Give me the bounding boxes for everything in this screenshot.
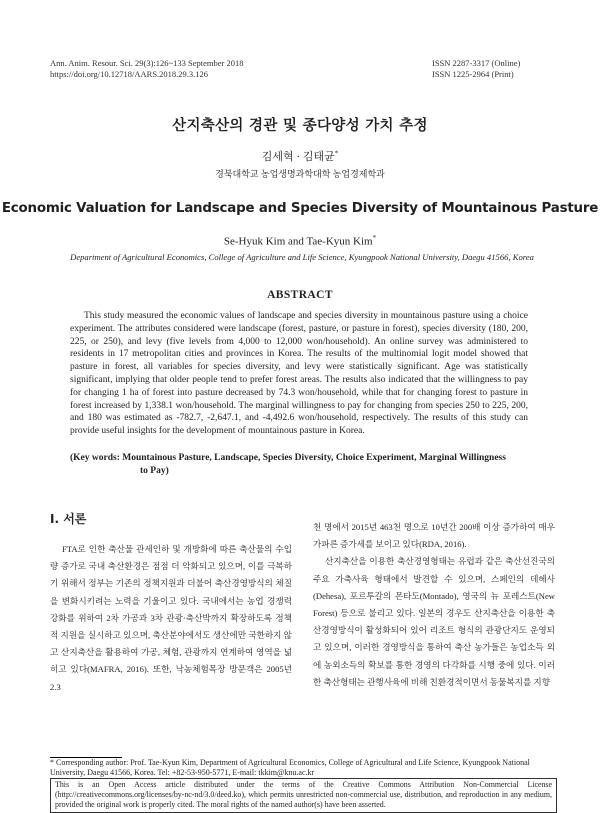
keywords-line-1: (Key words: Mountainous Pasture, Landscape, Species Diversity, Choice Experiment, Marginal Willingness: [70, 453, 506, 463]
abstract-text: This study measured the economic values of landscape and species diversity in mountainous pasture using a choice experiment. The attributes considered were landscape (forest, pasture, or pasture in forest), species diversity (180, 200, 225, or 250), and levy (five levels from 4,000 to 12,000 won/household). An online survey was administered to residents in 17 metropolitan cities and provinces in Korea. The results of the multinomial logit model showed that pasture in forest, all variables for species diversity, and levy were statistically significant. Age was statistically significant, implying that older people tend to prefer forest areas. The results also indicated that the willingness to pay for changing 1 ha of forest into pasture decreased by 74.3 won/household, while that for changing forest to pasture in forest increased by 1,338.1 won/household. The marginal willingness to pay for changing from species 250 to 225, 200, and 180 was estimated as -782.7, -2,647.1, and -4,492.6 won/household, respectively. The results of this study can provide useful insights for the development of mountainous pasture in Korea.: [70, 311, 528, 437]
corresponding-author-footnote: * Corresponding author: Prof. Tae-Kyun Kim, Department of Agricultural Economics, College of Agricultural and Life Science, Kyungpook National University, Daegu 41566, Korea. Tel: +82-53-950-5771, E-mail: tkkim@knu.ac.kr: [50, 758, 530, 778]
left-paragraph: FTA로 인한 축산물 관세인하 및 개방화에 따른 축산물의 수입량 증가로 국내 축산환경은 점점 더 악화되고 있으며, 이를 극복하기 위해서 정부는 기존의 정책지원과 더불어 축산경영방식의 체질을 변화시키려는 노력을 기울이고 있다. 국내에서는 농업 경쟁력 강화를 위하여 2차 가공과 3차 관광·축산박까지 확장하도록 정책적 지원을 실시하고 있으며, 축산분야에서도 생산에만 국한하지 않고 산지축산을 활용하여 가공, 체험, 관광까지 연계하여 영역을 넓히고 있다(MAFRA, 2016). 또한, 낙농체험목장 방문객은 2005년 2.3: [50, 544, 292, 692]
doi-link[interactable]: https://doi.org/10.12718/AARS.2018.29.3.126: [50, 69, 209, 79]
section-heading-introduction: Ⅰ. 서론: [50, 512, 87, 526]
korean-affiliation: 경북대학교 농업생명과학대학 농업경제학과: [215, 169, 385, 179]
keywords: [70, 452, 528, 478]
right-column: [313, 519, 555, 691]
korean-authors: [0, 148, 600, 164]
korean-author-names: 김세혁 · 김태균: [261, 151, 335, 163]
english-affiliation: Department of Agricultural Economics, College of Agriculture and Life Science, Kyungpook National University, Daegu 41566, Korea: [70, 252, 534, 262]
korean-title: 산지축산의 경관 및 종다양성 가치 추정: [172, 118, 428, 134]
issn-print: ISSN 1225-2964 (Print): [432, 69, 514, 79]
keywords-line-2: to Pay): [140, 465, 169, 476]
english-title: Economic Valuation for Landscape and Species Diversity of Mountainous Pasture: [1, 201, 599, 216]
issn-online: ISSN 2287-3317 (Online): [432, 58, 521, 68]
left-column: [50, 541, 292, 696]
abstract-body: [70, 310, 528, 438]
journal-citation: Ann. Anim. Resour. Sci. 29(3):126~133 September 2018: [50, 58, 244, 68]
license-box: This is an Open Access article distributed under the terms of the Creative Commons Attribution Non-Commercial License (http://creativecommons.org/licenses/by-nc-nd/3.0/deed.ko), which permits unrestricted non-commercial use, distribution, and reproduction in any medium, provided the original work is properly cited. The moral rights of the named author(s) have been asserted.: [50, 778, 557, 813]
english-authors: [0, 234, 600, 248]
english-author-names: Se-Hyuk Kim and Tae-Kyun Kim: [223, 235, 373, 248]
corresponding-mark: *: [334, 149, 339, 158]
right-paragraph-1: 천 명에서 2015년 463천 명으로 10년간 200배 이상 증가하여 매우 가파른 증가세를 보이고 있다(RDA, 2016).: [313, 522, 555, 550]
right-paragraph-2: 산지축산을 이용한 축산경영형태는 유럽과 같은 축산선진국의 주요 가축사육 형태에서 발견할 수 있으며, 스페인의 데헤사(Dehesa), 포르투갈의 몬타도(Montado), 영국의 뉴 포레스트(New Forest) 등으로 불리고 있다. 일본의 경우도 산지축산을 이용한 축산경영방식이 활성화되어 있어 리조트 형식의 관광단지도 운영되고 있으며, 이러한 경영방식을 통하여 축산 농가들은 농업소득 외에 농외소득의 확보를 통한 경영의 다각화를 시행 중에 있다. 이러한 축산형태는 관행사육에 비해 친환경적이면서 동물복지를 지향: [313, 556, 555, 687]
corresponding-mark-en: *: [372, 234, 377, 242]
abstract-heading: ABSTRACT: [267, 289, 333, 301]
